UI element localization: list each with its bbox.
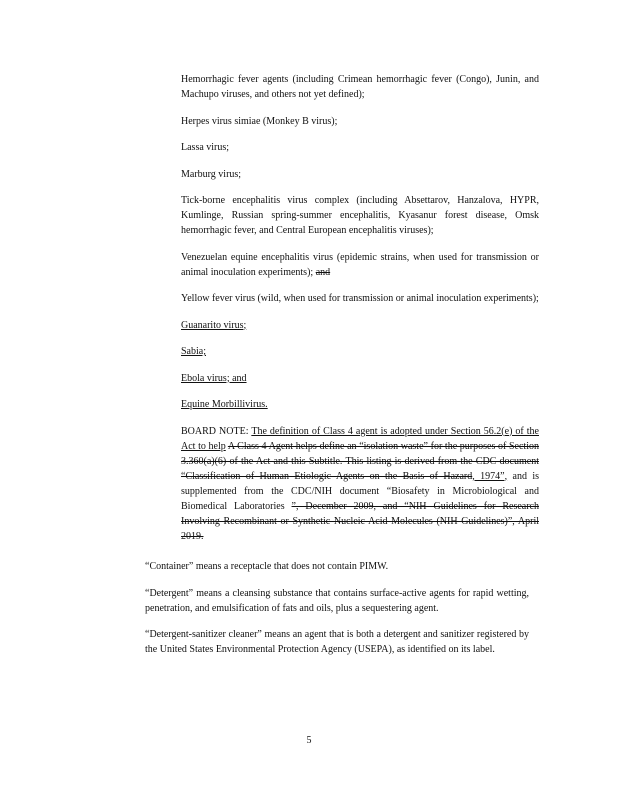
list-item-ebola: Ebola virus; and [181,372,247,384]
list-item-herpes: Herpes virus simiae (Monkey B virus); [181,115,338,127]
page-number: 5 [306,735,312,746]
class4-agent-list [181,72,539,555]
definition-container: “Container” means a receptacle that does not contain PIMW. [145,561,389,572]
list-item-tick-borne: Tick-borne encephalitis virus complex (including Absettarov, Hanzalova, HYPR, Kumlinge, Russian spring-summer encephalitis, Kyasanur forest disease, Omsk hemorrhagic fever, and Central European encephalitis viruses); [181,195,539,236]
definition-detergent-sanitizer: “Detergent-sanitizer cleaner” means an agent that is both a detergent and sanitizer registered by the United States Environmental Protection Agency (USEPA), as identified on its label. [145,629,529,655]
list-item-sabia: Sabia; [181,346,206,357]
definition-detergent: “Detergent” means a cleansing substance that contains surface-active agents for rapid wetting, penetration, and emulsification of fats and oils, plus a sequestering agent. [145,587,530,614]
list-item-yellow-fever: Yellow fever virus (wild, when used for transmission or animal inoculation experiments); [181,293,539,304]
list-item-equine: Equine Morbillivirus. [181,399,268,410]
list-item-guanarito: Guanarito virus; [181,319,247,331]
definitions [145,559,529,669]
list-item-marburg: Marburg virus; [181,168,242,180]
struck-and: and [315,266,331,278]
list-item-hemorrhagic: Hemorrhagic fever agents (including Crimean hemorrhagic fever (Congo), Junin, and Machupo viruses, and others not yet defined); [181,74,539,100]
list-item-lassa: Lassa virus; [181,142,230,153]
board-note-label: BOARD NOTE: [181,425,249,437]
board-note: BOARD NOTE: The definition of Class 4 agent is adopted under Section 56.2(e) of the Act to help A Class 4 Agent helps define an “isolation waste” for the purposes of Section 3.360(a)(6) of the Act and this Subtitle. This listing is derived from the CDC document “Classification of Human Etiologic Agents on the Basis of Hazard, 1974”, and is supplemented from the CDC/NIH document “Biosafety in Microbiological and Biomedical Laboratories ”, December 2009, and “NIH Guidelines for Research Involving Recombinant or Synthetic Nucleic Acid Molecules (NIH Guidelines)”, April 2019. [181,425,540,542]
list-item-venezuelan: Venezuelan equine encephalitis virus (epidemic strains, when used for transmission or animal inoculation experiments); and [181,251,539,278]
